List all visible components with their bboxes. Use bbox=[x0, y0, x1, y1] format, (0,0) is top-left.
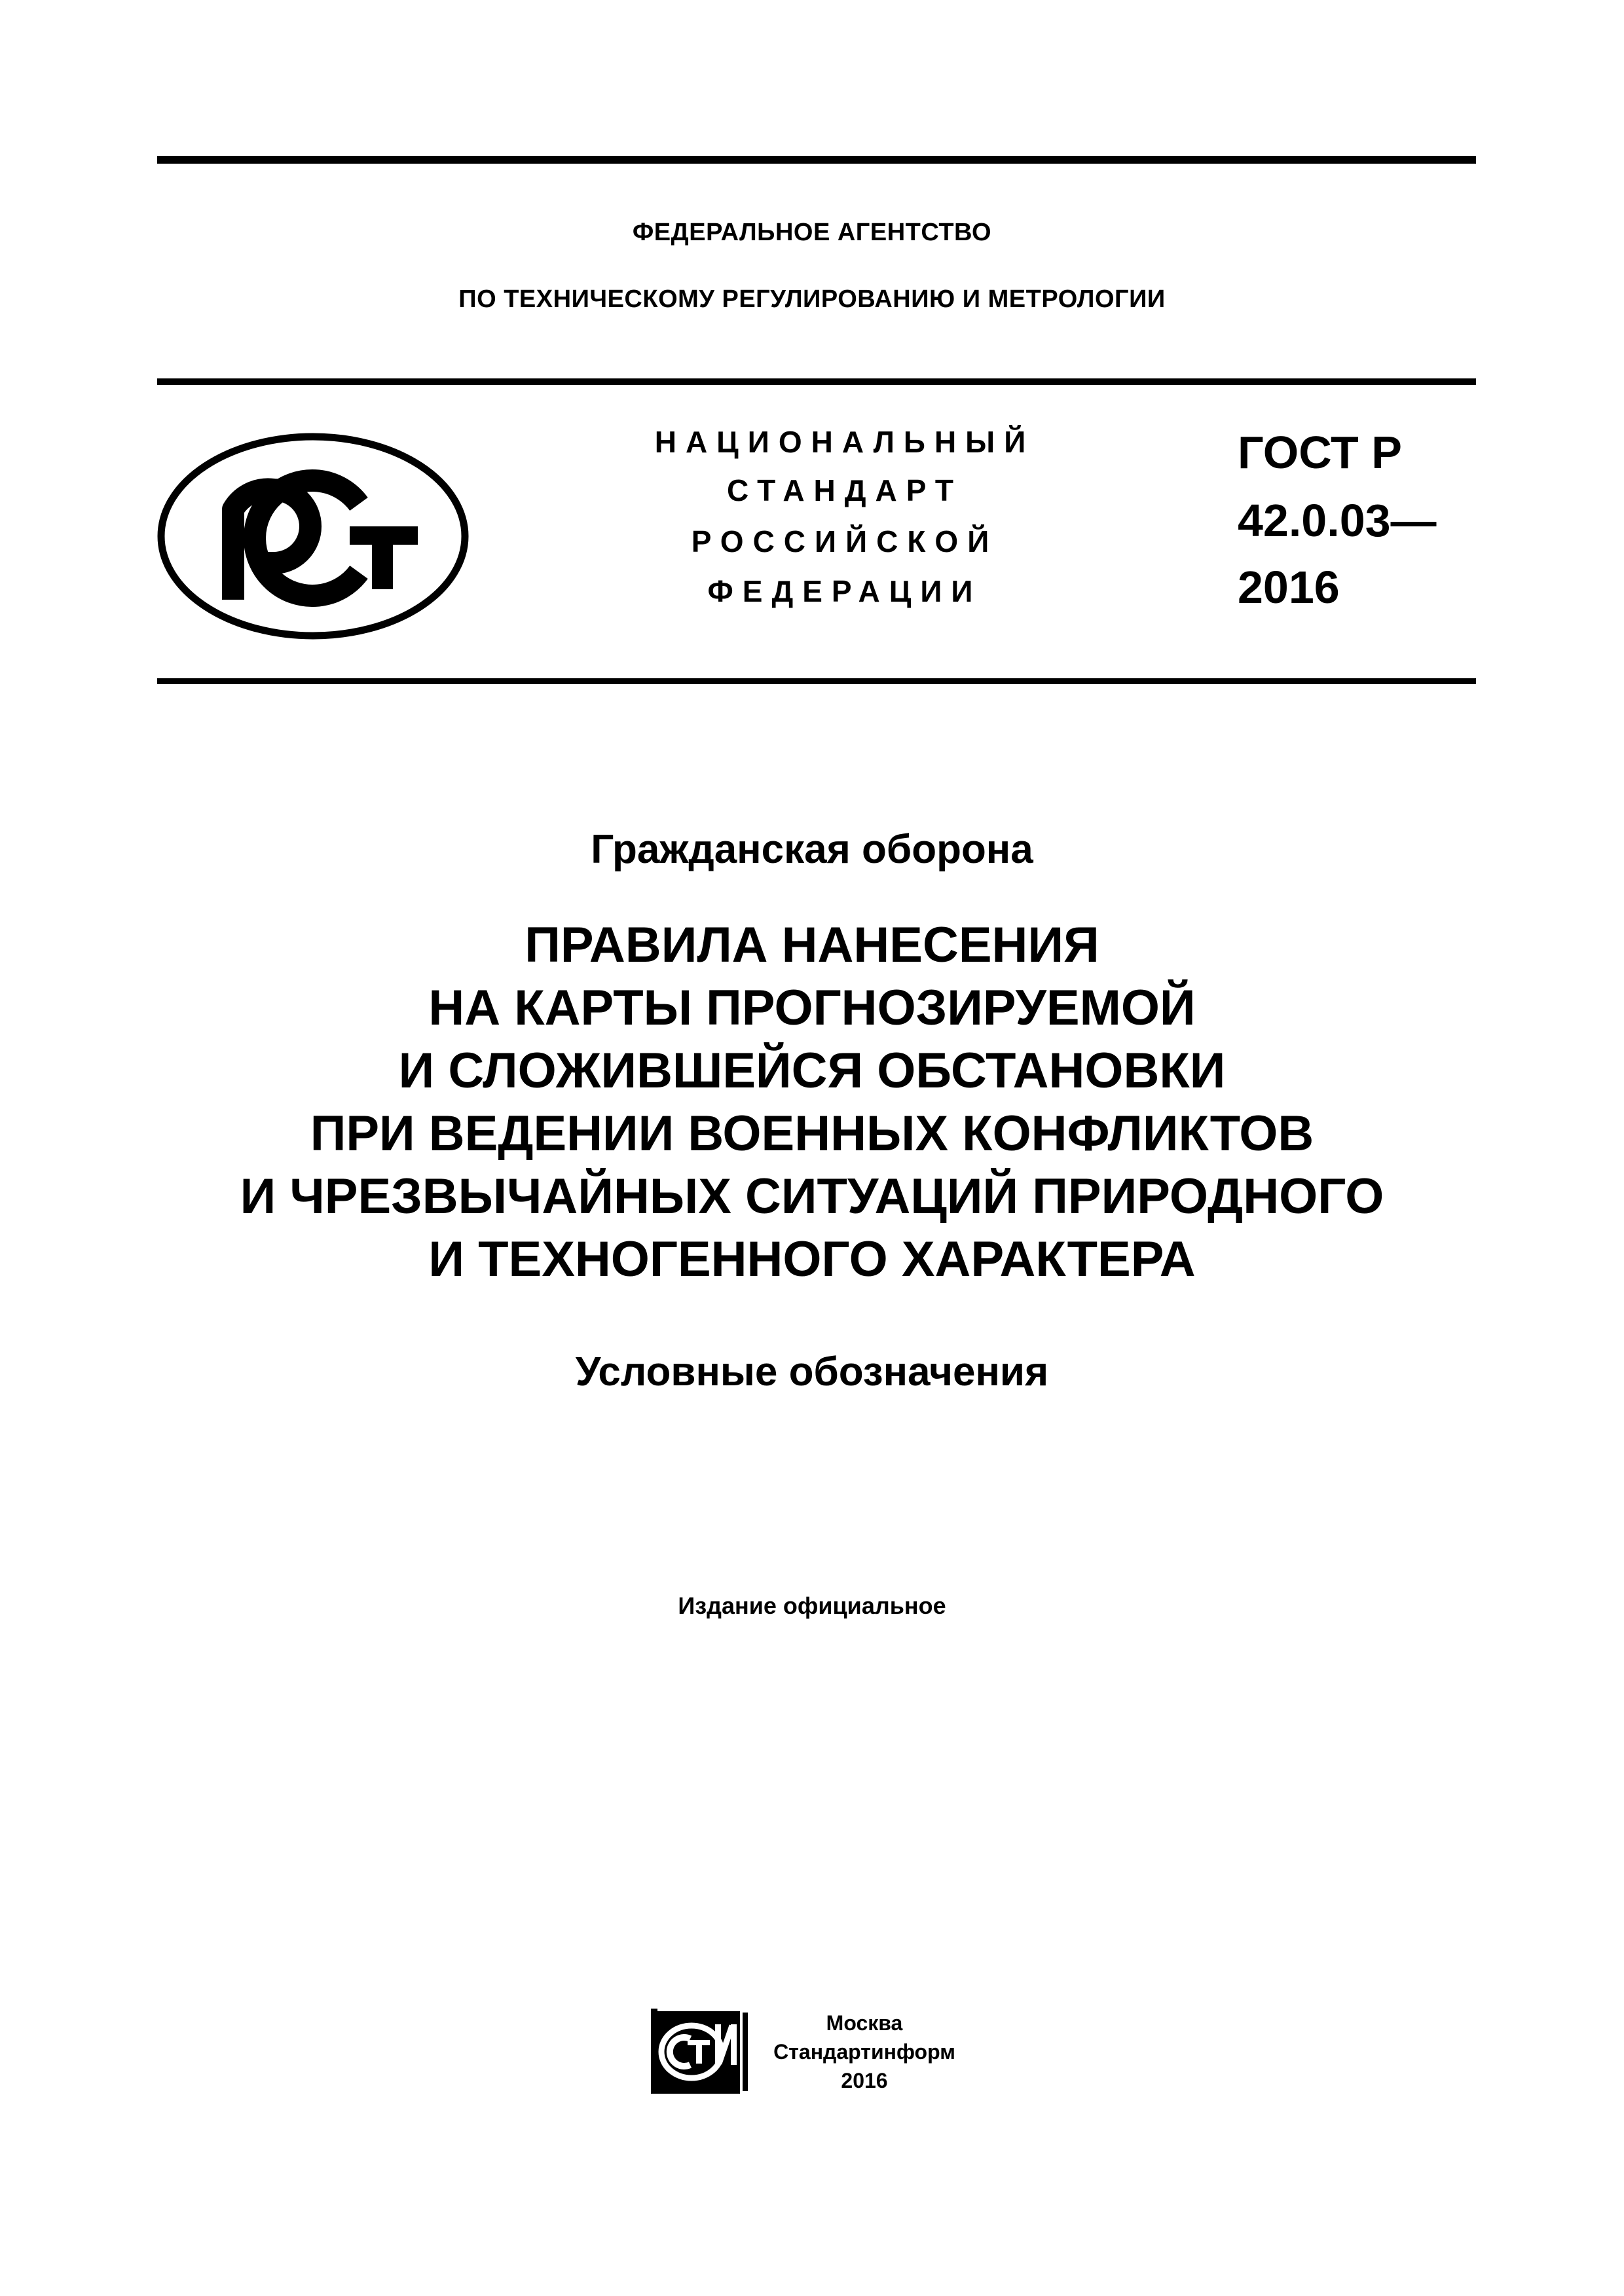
title-line: И ЧРЕЗВЫЧАЙНЫХ СИТУАЦИЙ ПРИРОДНОГО bbox=[240, 1169, 1384, 1224]
national-standard-line3: РОССИЙСКОЙ bbox=[691, 524, 999, 558]
national-standard-line2: СТАНДАРТ bbox=[727, 473, 963, 507]
edition-note: Издание официальное bbox=[678, 1592, 946, 1619]
national-standard-line1: НАЦИОНАЛЬНЫЙ bbox=[654, 425, 1035, 459]
title-line: И ТЕХНОГЕННОГО ХАРАКТЕРА bbox=[428, 1231, 1196, 1287]
top-rule bbox=[157, 156, 1476, 164]
middle-rule bbox=[157, 378, 1476, 385]
document-subtitle: Условные обозначения bbox=[575, 1349, 1049, 1394]
title-line: ПРИ ВЕДЕНИИ ВОЕННЫХ КОНФЛИКТОВ bbox=[310, 1106, 1314, 1161]
publisher-name: Стандартинформ bbox=[773, 2040, 955, 2064]
gost-designation-line3: 2016 bbox=[1238, 562, 1340, 613]
standartinform-logo bbox=[651, 2005, 748, 2095]
series-title: Гражданская оборона bbox=[591, 827, 1033, 872]
publisher-year: 2016 bbox=[841, 2069, 888, 2092]
agency-name-line1: ФЕДЕРАЛЬНОЕ АГЕНТСТВО bbox=[632, 219, 992, 246]
publisher-city: Москва bbox=[826, 2011, 903, 2035]
bottom-rule bbox=[157, 678, 1476, 684]
national-standard-line4: ФЕДЕРАЦИИ bbox=[707, 574, 982, 608]
agency-name-line2: ПО ТЕХНИЧЕСКОМУ РЕГУЛИРОВАНИЮ И МЕТРОЛОГИИ bbox=[458, 285, 1166, 313]
title-line: НА КАРТЫ ПРОГНОЗИРУЕМОЙ bbox=[428, 980, 1196, 1036]
title-line: ПРАВИЛА НАНЕСЕНИЯ bbox=[525, 917, 1099, 973]
publisher-block bbox=[773, 2009, 956, 2095]
gost-designation-line2: 42.0.03— bbox=[1238, 495, 1437, 546]
gost-designation-line1: ГОСТ Р bbox=[1238, 427, 1402, 478]
rst-logo bbox=[156, 431, 470, 642]
document-title bbox=[0, 914, 1624, 1291]
title-line: И СЛОЖИВШЕЙСЯ ОБСТАНОВКИ bbox=[398, 1043, 1226, 1099]
